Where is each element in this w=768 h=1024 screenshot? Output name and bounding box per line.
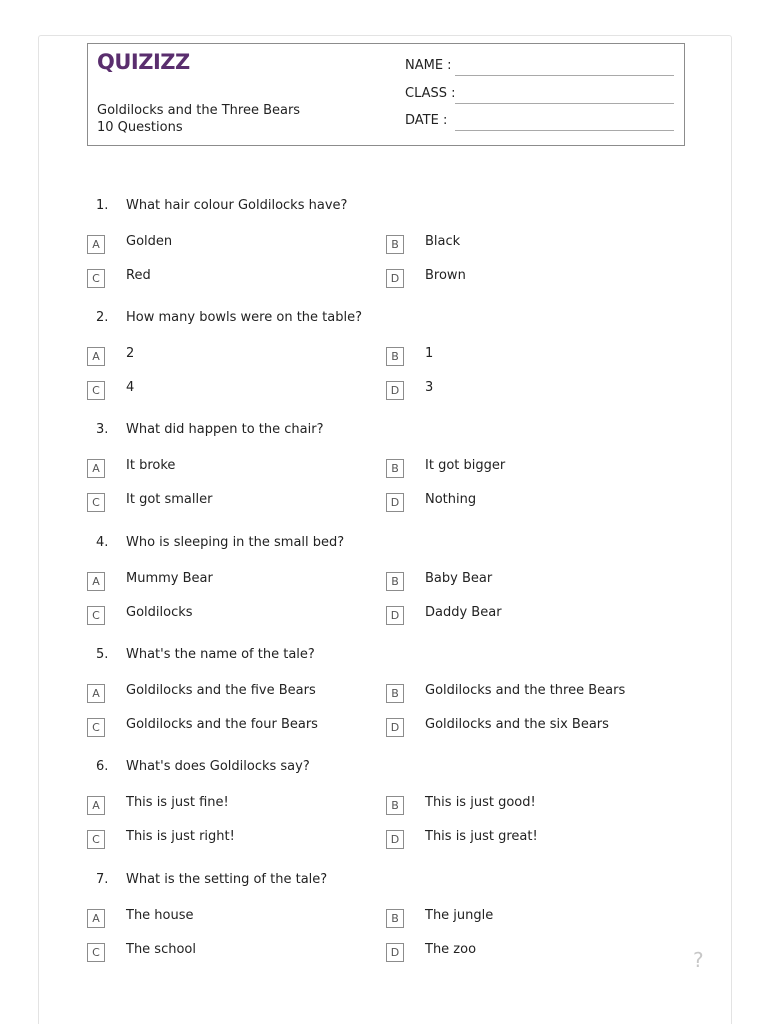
question-text: What's does Goldilocks say? bbox=[126, 759, 310, 774]
option-letter-box[interactable]: B bbox=[386, 347, 404, 366]
option-text: This is just fine! bbox=[126, 795, 229, 810]
option-letter-box[interactable]: C bbox=[87, 943, 105, 962]
option-text: The zoo bbox=[425, 942, 477, 957]
question-text: What is the setting of the tale? bbox=[126, 872, 328, 887]
date-label: DATE : bbox=[405, 113, 448, 128]
option-text: 2 bbox=[126, 346, 135, 361]
question-number: 6. bbox=[96, 759, 109, 774]
quizizz-logo: QUIZIZZ bbox=[97, 50, 190, 74]
name-line bbox=[455, 75, 674, 76]
option-text: It got bigger bbox=[425, 458, 506, 473]
option-text: Goldilocks and the three Bears bbox=[425, 683, 626, 698]
option-text: This is just good! bbox=[425, 795, 536, 810]
question-text: What hair colour Goldilocks have? bbox=[126, 198, 348, 213]
option-text: Daddy Bear bbox=[425, 605, 502, 620]
question-text: What did happen to the chair? bbox=[126, 422, 324, 437]
option-letter-box[interactable]: B bbox=[386, 572, 404, 591]
question-text: Who is sleeping in the small bed? bbox=[126, 535, 345, 550]
option-letter-box[interactable]: B bbox=[386, 684, 404, 703]
option-letter-box[interactable]: B bbox=[386, 459, 404, 478]
option-text: Goldilocks and the six Bears bbox=[425, 717, 609, 732]
option-text: Goldilocks bbox=[126, 605, 193, 620]
question-number: 3. bbox=[96, 422, 109, 437]
date-line bbox=[455, 130, 674, 131]
option-text: Goldilocks and the five Bears bbox=[126, 683, 316, 698]
option-letter-box[interactable]: A bbox=[87, 347, 105, 366]
option-text: Golden bbox=[126, 234, 173, 249]
option-letter-box[interactable]: B bbox=[386, 235, 404, 254]
question-count: 10 Questions bbox=[97, 120, 183, 135]
option-text: 4 bbox=[126, 380, 135, 395]
option-text: 1 bbox=[425, 346, 434, 361]
option-text: Red bbox=[126, 268, 151, 283]
option-text: It broke bbox=[126, 458, 176, 473]
option-letter-box[interactable]: C bbox=[87, 493, 105, 512]
option-text: Nothing bbox=[425, 492, 477, 507]
option-letter-box[interactable]: B bbox=[386, 796, 404, 815]
option-letter-box[interactable]: A bbox=[87, 235, 105, 254]
option-text: Black bbox=[425, 234, 461, 249]
option-text: 3 bbox=[425, 380, 434, 395]
class-label: CLASS : bbox=[405, 86, 456, 101]
question-number: 2. bbox=[96, 310, 109, 325]
name-label: NAME : bbox=[405, 58, 452, 73]
option-letter-box[interactable]: C bbox=[87, 718, 105, 737]
option-letter-box[interactable]: D bbox=[386, 718, 404, 737]
class-line bbox=[455, 103, 674, 104]
option-text: It got smaller bbox=[126, 492, 213, 507]
option-letter-box[interactable]: D bbox=[386, 493, 404, 512]
option-letter-box[interactable]: D bbox=[386, 606, 404, 625]
option-text: This is just great! bbox=[425, 829, 538, 844]
option-text: Mummy Bear bbox=[126, 571, 213, 586]
option-letter-box[interactable]: A bbox=[87, 572, 105, 591]
option-text: Goldilocks and the four Bears bbox=[126, 717, 318, 732]
question-number: 1. bbox=[96, 198, 109, 213]
option-letter-box[interactable]: C bbox=[87, 269, 105, 288]
question-number: 4. bbox=[96, 535, 109, 550]
option-letter-box[interactable]: C bbox=[87, 381, 105, 400]
option-text: The house bbox=[126, 908, 194, 923]
option-letter-box[interactable]: C bbox=[87, 830, 105, 849]
question-number: 7. bbox=[96, 872, 109, 887]
option-text: Brown bbox=[425, 268, 466, 283]
option-letter-box[interactable]: B bbox=[386, 909, 404, 928]
option-text: This is just right! bbox=[126, 829, 235, 844]
option-letter-box[interactable]: C bbox=[87, 606, 105, 625]
option-letter-box[interactable]: D bbox=[386, 381, 404, 400]
question-mark-icon[interactable]: ? bbox=[693, 948, 704, 972]
question-text: How many bowls were on the table? bbox=[126, 310, 362, 325]
option-text: Baby Bear bbox=[425, 571, 493, 586]
option-letter-box[interactable]: D bbox=[386, 943, 404, 962]
option-letter-box[interactable]: A bbox=[87, 684, 105, 703]
question-text: What's the name of the tale? bbox=[126, 647, 315, 662]
option-letter-box[interactable]: A bbox=[87, 459, 105, 478]
option-letter-box[interactable]: D bbox=[386, 269, 404, 288]
quiz-title: Goldilocks and the Three Bears bbox=[97, 103, 301, 118]
option-letter-box[interactable]: A bbox=[87, 909, 105, 928]
option-letter-box[interactable]: A bbox=[87, 796, 105, 815]
question-number: 5. bbox=[96, 647, 109, 662]
option-text: The school bbox=[126, 942, 196, 957]
option-letter-box[interactable]: D bbox=[386, 830, 404, 849]
option-text: The jungle bbox=[425, 908, 494, 923]
